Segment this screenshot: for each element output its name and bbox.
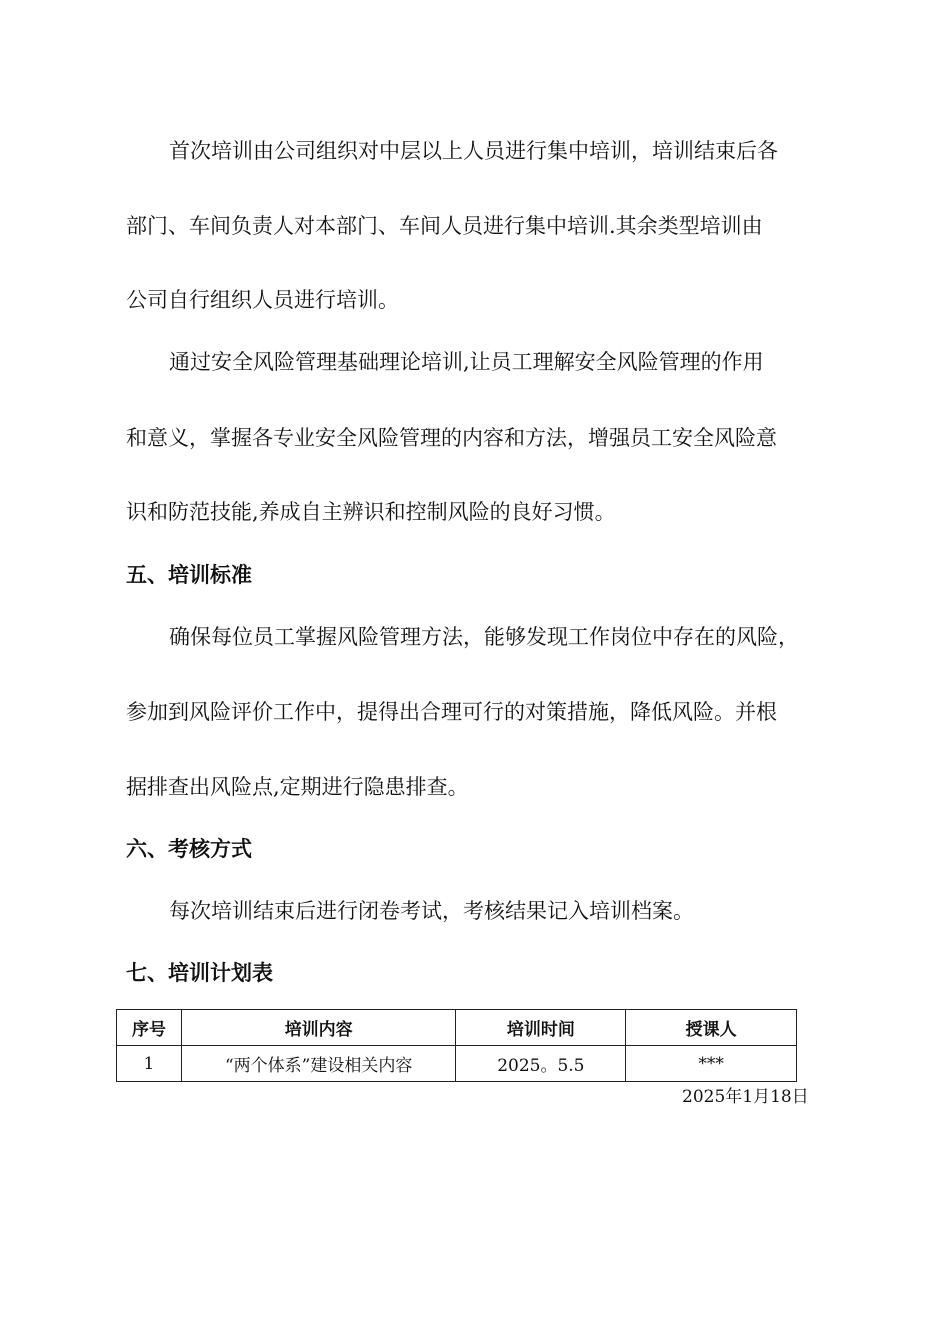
cell-seq: 1 <box>117 1046 182 1082</box>
header-time: 培训时间 <box>456 1010 626 1046</box>
cell-time: 2025。5.5 <box>456 1046 626 1082</box>
paragraph-3-line-3: 据排查出风险点,定期进行隐患排查。 <box>126 775 469 799</box>
cell-instructor: *** <box>626 1046 797 1082</box>
paragraph-3-line-2: 参加到风险评价工作中，提得出合理可行的对策措施，降低风险。并根 <box>126 700 777 724</box>
table-header-row <box>117 1010 797 1046</box>
section-6-heading: 六、考核方式 <box>126 837 252 861</box>
training-plan-table <box>116 1009 797 1082</box>
header-instructor: 授课人 <box>626 1010 797 1046</box>
document-date: 2025年1月18日 <box>682 1087 809 1107</box>
cell-content: “两个体系”建设相关内容 <box>181 1046 456 1082</box>
paragraph-1-line-3: 公司自行组织人员进行培训。 <box>126 288 399 312</box>
table-row <box>117 1046 797 1082</box>
header-seq: 序号 <box>117 1010 182 1046</box>
section-7-heading: 七、培训计划表 <box>126 961 273 985</box>
paragraph-1-line-2: 部门、车间负责人对本部门、车间人员进行集中培训.其余类型培训由 <box>126 214 763 238</box>
paragraph-3-line-1: 确保每位员工掌握风险管理方法，能够发现工作岗位中存在的风险， <box>169 625 799 649</box>
section-5-heading: 五、培训标准 <box>126 563 252 587</box>
paragraph-4-line-1: 每次培训结束后进行闭卷考试，考核结果记入培训档案。 <box>169 899 694 923</box>
paragraph-2-line-2: 和意义，掌握各专业安全风险管理的内容和方法，增强员工安全风险意 <box>126 426 777 450</box>
header-content: 培训内容 <box>181 1010 456 1046</box>
paragraph-2-line-1: 通过安全风险管理基础理论培训,让员工理解安全风险管理的作用 <box>169 350 764 374</box>
paragraph-2-line-3: 识和防范技能,养成自主辨识和控制风险的良好习惯。 <box>126 500 616 524</box>
paragraph-1-line-1: 首次培训由公司组织对中层以上人员进行集中培训，培训结束后各 <box>169 139 778 163</box>
